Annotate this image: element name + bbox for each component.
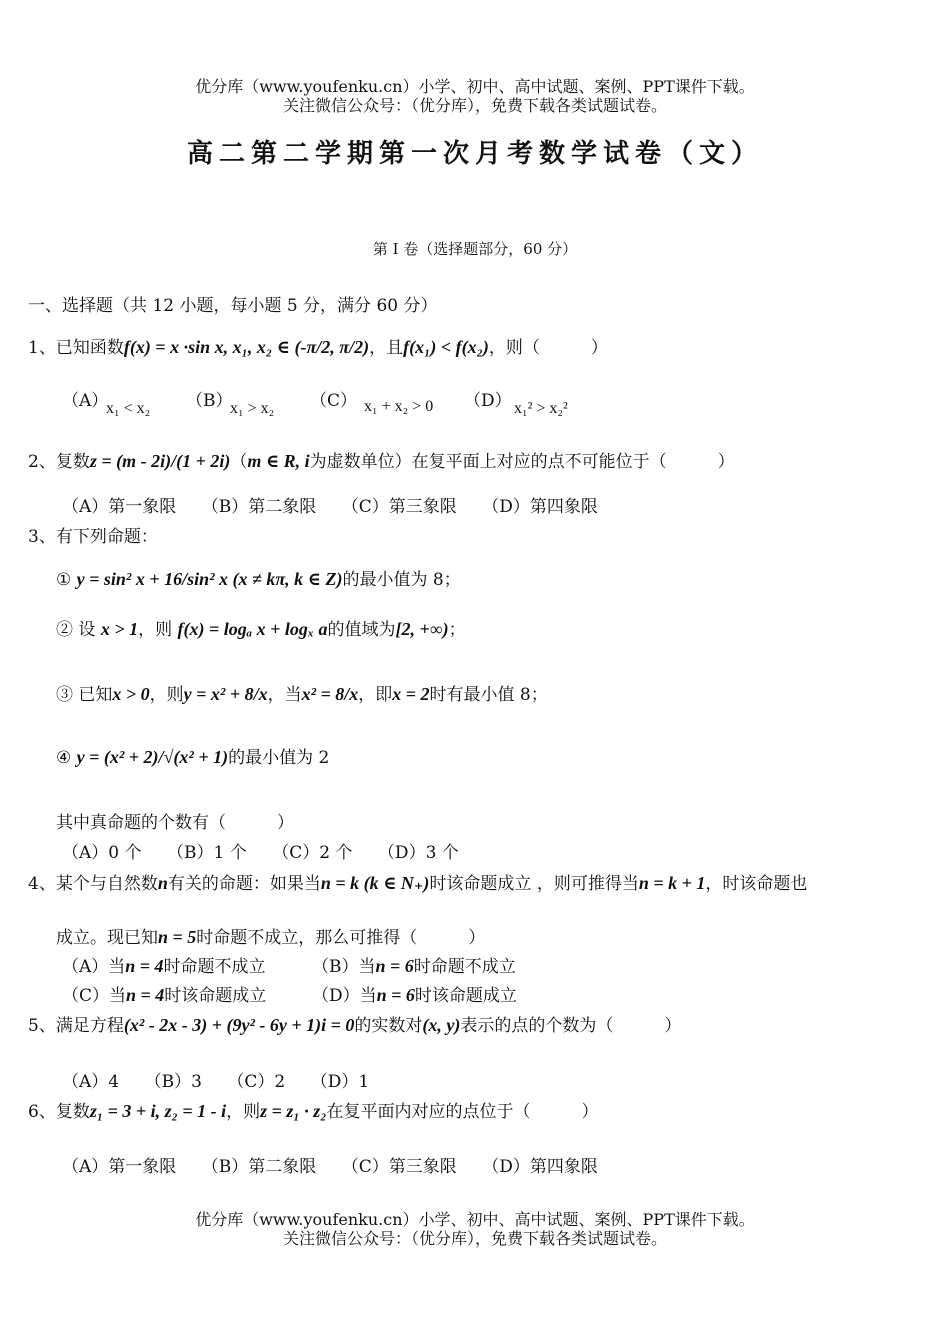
q6-text-c: 在复平面内对应的点位于（ ） [326, 1102, 599, 1122]
q1-option-c [310, 390, 357, 412]
q4-option-d [312, 984, 517, 1007]
q4-variable-n: n [157, 873, 168, 893]
q5-options: （A）4 （B）3 （C）2 （D）1 [62, 1072, 370, 1092]
q1-option-a [62, 390, 108, 412]
q1-option-a-value: x₁ < x₂ [106, 400, 151, 417]
q4-line2-text-b: 时命题不成立，那么可推得（ ） [196, 928, 486, 948]
q6-product: z = z₁ · z₂ [260, 1101, 327, 1121]
q5-pair: (x, y) [422, 1015, 461, 1035]
q3-p3-text-c: ，当 [267, 685, 302, 705]
q4-text-b: 有关的命题：如果当 [167, 874, 321, 894]
q3-p2-text-a: ② 设 [56, 620, 96, 640]
q5-text-b: 的实数对 [354, 1016, 423, 1036]
q4-option-c [62, 984, 266, 1007]
q3-p2-function: f(x) = logₐ x + logₓ a [177, 619, 328, 639]
q6-text-b: ，则 [226, 1102, 261, 1122]
q5-equation: (x² - 2x - 3) + (9y² - 6y + 1)i = 0 [123, 1015, 355, 1035]
q3-p4-function: y = (x² + 2)/√(x² + 1) [76, 747, 229, 767]
q4-line2-text-a: 成立。现已知 [56, 928, 158, 948]
q3-p4-number: ④ [56, 748, 72, 768]
q3-p1-text: 的最小值为 8； [342, 570, 461, 590]
q3-p3-equation: x² = 8/x [301, 684, 359, 704]
q2-text-c: 为虚数单位）在复平面上对应的点不可能位于（ ） [309, 452, 735, 472]
q4-n-equals-5: n = 5 [158, 927, 197, 947]
question-4-stem [28, 872, 807, 895]
q1-function-expression: f(x) = x ·sin x, x₁, x₂ ∈ (-π/2, π/2) [123, 337, 370, 357]
q4-text-c: 时该命题成立 ，则可推得当 [429, 874, 639, 894]
q5-text-c: 表示的点的个数为（ ） [460, 1016, 682, 1036]
q3-proposition-2 [56, 618, 466, 641]
q4-option-a-math: n = 4 [125, 956, 164, 976]
q3-p3-value: x = 2 [392, 684, 430, 704]
q3-p2-text-d: ； [448, 620, 466, 640]
q2-complex-expression: z = (m - 2i)/(1 + 2i) [89, 451, 231, 471]
q4-condition-k-plus-1: n = k + 1 [638, 873, 706, 893]
q4-option-d-math: n = 6 [376, 985, 415, 1005]
q4-condition-k: n = k (k ∈ N₊) [320, 873, 430, 893]
q1-option-b-label: （B） [186, 391, 233, 411]
q3-p1-expression: y = sin² x + 16/sin² x (x ≠ kπ, k ∈ Z) [76, 569, 343, 589]
q2-options: （A）第一象限 （B）第二象限 （C）第三象限 （D）第四象限 [62, 497, 598, 517]
q4-text-a: 4、某个与自然数 [28, 874, 158, 894]
q2-text-b: （ [230, 452, 248, 472]
q1-text-b: ，且 [369, 338, 404, 358]
q1-text-a: 1、已知函数 [28, 338, 124, 358]
q4-option-b-text-a: （B）当 [312, 957, 376, 977]
q4-option-a [62, 955, 266, 978]
q3-p2-range: [2, +∞) [395, 619, 449, 639]
q3-options: （A）0 个 （B）1 个 （C）2 个 （D）3 个 [62, 843, 459, 863]
q4-stem-line-2 [56, 926, 485, 949]
question-1-stem [28, 336, 608, 359]
q3-p3-text-e: 时有最小值 8； [429, 685, 548, 705]
q1-option-b-value: x₁ > x₂ [230, 400, 275, 417]
q4-option-c-text-b: 时该命题成立 [164, 986, 267, 1006]
q1-text-c: ，则（ ） [488, 338, 608, 358]
q4-option-c-math: n = 4 [126, 985, 165, 1005]
q4-option-d-text-a: （D）当 [312, 986, 377, 1006]
q3-p3-condition: x > 0 [112, 684, 150, 704]
q3-p2-text-c: 的值域为 [327, 620, 396, 640]
q1-condition: f(x₁) < f(x₂) [403, 337, 489, 357]
q4-option-c-text-a: （C）当 [62, 986, 127, 1006]
q5-text-a: 5、满足方程 [28, 1016, 124, 1036]
q1-option-d-label: （D） [464, 391, 512, 411]
header-line-2: 关注微信公众号：（优分库），免费下载各类试题试卷。 [282, 96, 667, 115]
question-2-stem [28, 450, 735, 473]
q1-option-d-value: x₁² > x₂² [514, 400, 568, 417]
q4-option-a-text-b: 时命题不成立 [163, 957, 266, 977]
q1-option-b [186, 390, 233, 412]
q6-options: （A）第一象限 （B）第二象限 （C）第三象限 （D）第四象限 [62, 1157, 598, 1177]
q4-option-b-text-b: 时命题不成立 [413, 957, 516, 977]
q1-option-c-label: （C） [310, 391, 358, 411]
q3-question: 其中真命题的个数有（ ） [56, 813, 294, 833]
q3-p3-text-b: ，则 [149, 685, 184, 705]
q4-option-b-math: n = 6 [375, 956, 414, 976]
q4-option-d-text-b: 时该命题成立 [414, 986, 517, 1006]
q2-text-a: 2、复数 [28, 452, 90, 472]
q4-option-a-text-a: （A）当 [62, 957, 126, 977]
q4-text-d: ，时该命题也 [705, 874, 808, 894]
q6-complex-numbers: z₁ = 3 + i, z₂ = 1 - i [89, 1101, 227, 1121]
q3-p3-function: y = x² + 8/x [183, 684, 268, 704]
page-title: 高二第二学期第一次月考数学试卷（文） [186, 139, 763, 169]
q3-proposition-4 [56, 746, 329, 769]
section-title: 一、选择题（共 12 小题，每小题 5 分，满分 60 分） [28, 296, 438, 316]
footer-line-2: 关注微信公众号：（优分库），免费下载各类试题试卷。 [282, 1229, 667, 1248]
q2-condition: m ∈ R, i [247, 451, 310, 471]
q3-p1-number: ① [56, 570, 72, 590]
q1-option-c-value: x₁ + x₂ > 0 [364, 398, 434, 415]
q1-option-d [464, 390, 512, 412]
q3-p2-text-b: ，则 [138, 620, 173, 640]
q3-p4-text: 的最小值为 2 [228, 748, 330, 768]
header-line-1: 优分库（www.youfenku.cn）小学、初中、高中试题、案例、PPT课件下载。 [195, 77, 755, 96]
q3-proposition-3 [56, 683, 548, 706]
question-3-stem: 3、有下列命题： [28, 527, 158, 547]
q3-p2-condition: x > 1 [100, 619, 139, 639]
q3-p3-text-a: ③ 已知 [56, 685, 113, 705]
q6-text-a: 6、复数 [28, 1102, 90, 1122]
q3-p3-text-d: ，即 [358, 685, 393, 705]
part-title: 第 I 卷（选择题部分，60 分） [372, 240, 578, 258]
q4-option-b [312, 955, 516, 978]
question-5-stem [28, 1014, 681, 1037]
q1-option-a-label: （A） [62, 391, 109, 411]
question-6-stem [28, 1100, 598, 1123]
q3-proposition-1 [56, 568, 461, 591]
footer-line-1: 优分库（www.youfenku.cn）小学、初中、高中试题、案例、PPT课件下载。 [195, 1210, 755, 1229]
